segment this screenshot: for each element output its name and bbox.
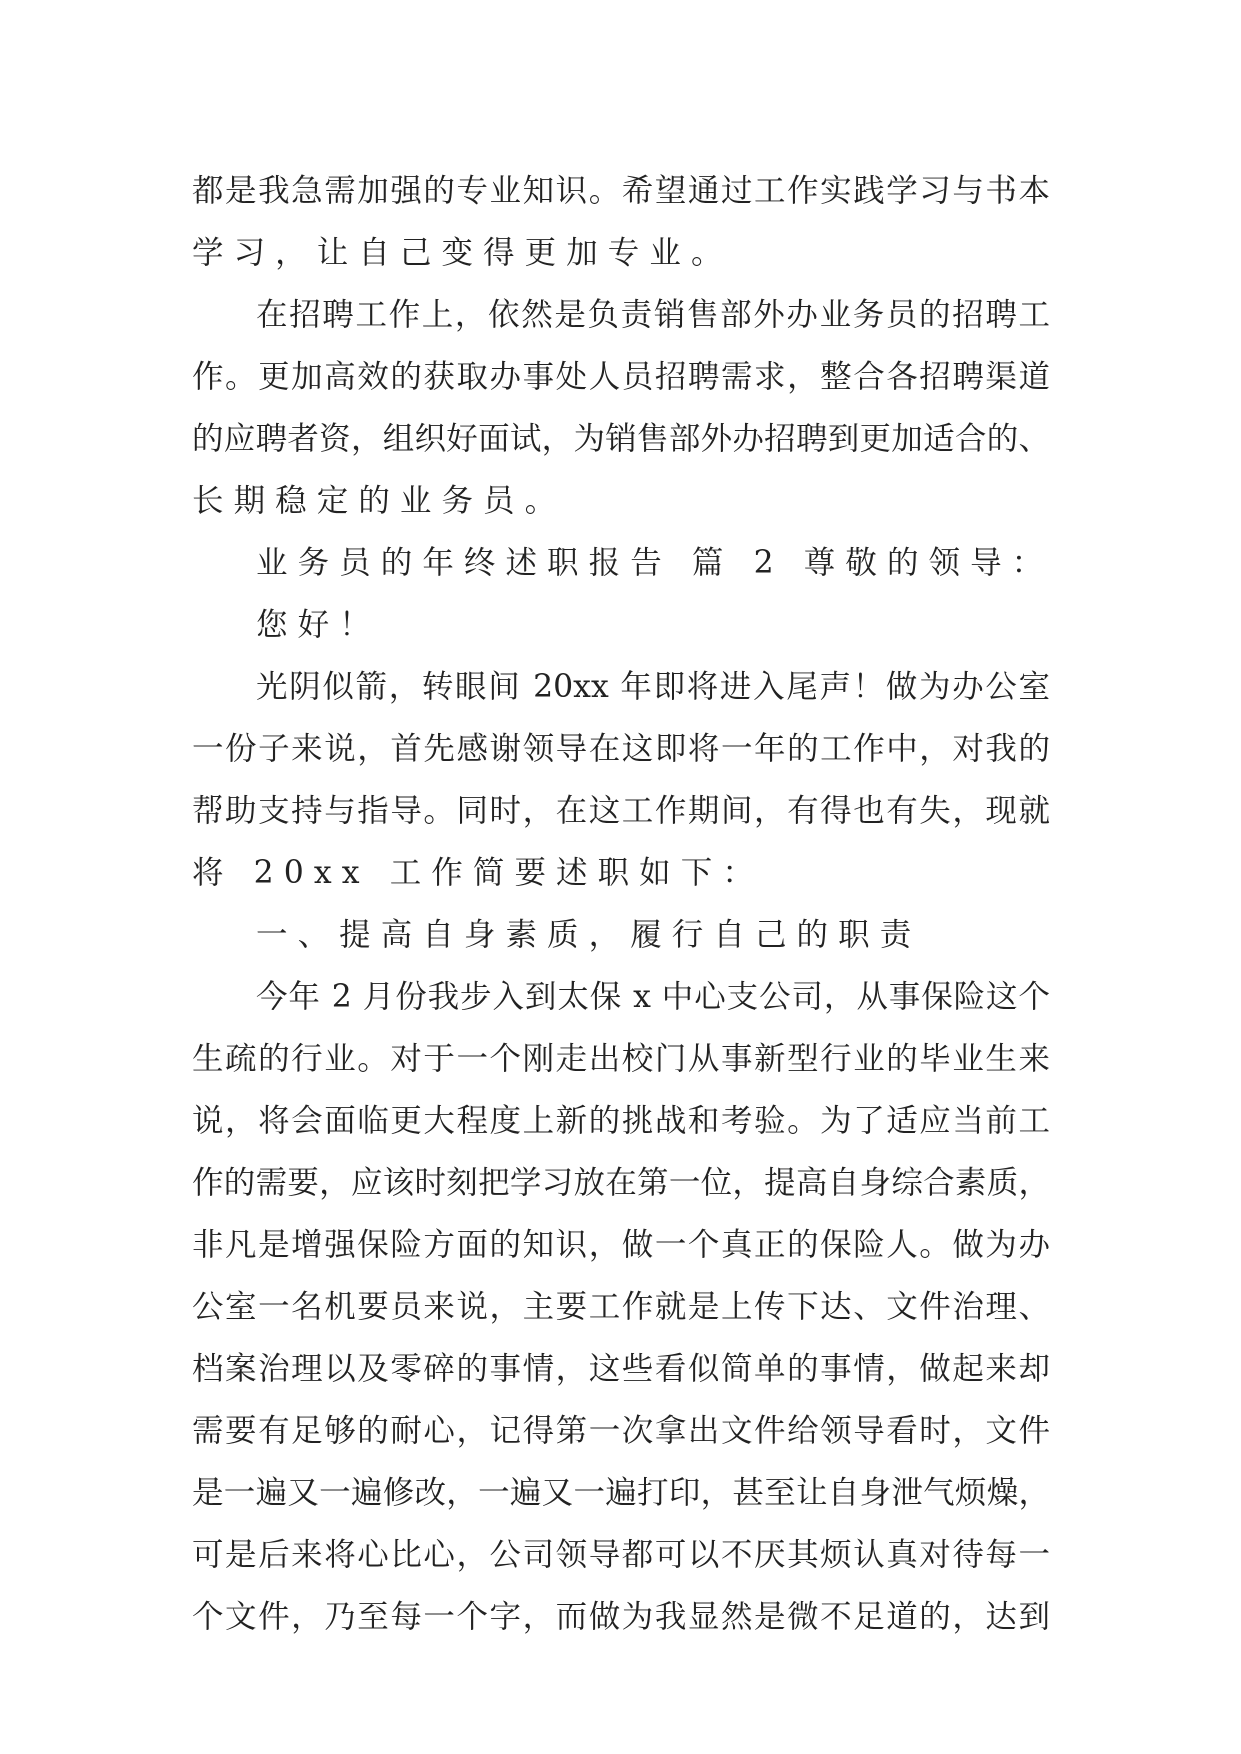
text-line: 需要有足够的耐心，记得第一次拿出文件给领导看时，文件 xyxy=(192,1413,1050,1449)
text-line: 在招聘工作上，依然是负责销售部外办业务员的招聘工 xyxy=(256,297,1050,333)
text-line: 公室一名机要员来说，主要工作就是上传下达、文件治理、 xyxy=(192,1289,1050,1325)
salutation: 您好！ xyxy=(256,607,381,643)
text-line: 将 20xx 工作简要述职如下： xyxy=(192,855,764,891)
text-line: 的应聘者资，组织好面试，为销售部外办招聘到更加适合的、 xyxy=(192,421,1050,457)
text-line: 今年 2 月份我步入到太保 x 中心支公司，从事保险这个 xyxy=(256,979,1050,1015)
section-heading: 业务员的年终述职报告 篇 2 尊敬的领导： xyxy=(256,545,1054,581)
text-line: 非凡是增强保险方面的知识，做一个真正的保险人。做为办 xyxy=(192,1227,1050,1263)
text-line: 长期稳定的业务员。 xyxy=(192,483,567,519)
text-line: 说，将会面临更大程度上新的挑战和考验。为了适应当前工 xyxy=(192,1103,1050,1139)
text-line: 都是我急需加强的专业知识。希望通过工作实践学习与书本 xyxy=(192,173,1050,209)
text-line: 帮助支持与指导。同时，在这工作期间，有得也有失，现就 xyxy=(192,793,1050,829)
section-heading: 一、提高自身素质，履行自己的职责 xyxy=(256,917,922,953)
text-line: 个文件，乃至每一个字，而做为我显然是微不足道的，达到 xyxy=(192,1599,1050,1635)
text-line: 光阴似箭，转眼间 20xx 年即将进入尾声！做为办公室 xyxy=(256,669,1050,705)
text-line: 作。更加高效的获取办事处人员招聘需求，整合各招聘渠道 xyxy=(192,359,1050,395)
text-line: 是一遍又一遍修改，一遍又一遍打印，甚至让自身泄气烦燥， xyxy=(192,1475,1050,1511)
text-line: 一份子来说，首先感谢领导在这即将一年的工作中，对我的 xyxy=(192,731,1050,767)
text-line: 学习，让自己变得更加专业。 xyxy=(192,235,733,271)
text-line: 作的需要，应该时刻把学习放在第一位，提高自身综合素质， xyxy=(192,1165,1050,1201)
text-line: 生疏的行业。对于一个刚走出校门从事新型行业的毕业生来 xyxy=(192,1041,1050,1077)
document-body xyxy=(192,160,1054,1648)
text-line: 档案治理以及零碎的事情，这些看似简单的事情，做起来却 xyxy=(192,1351,1050,1387)
text-line: 可是后来将心比心，公司领导都可以不厌其烦认真对待每一 xyxy=(192,1537,1050,1573)
